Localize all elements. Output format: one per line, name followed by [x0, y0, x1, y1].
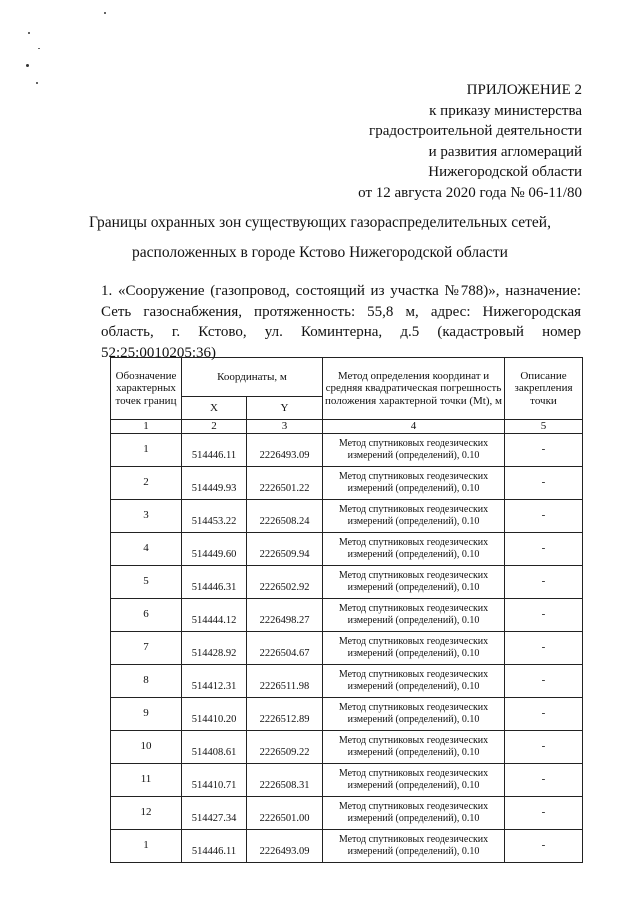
- description-cell: -: [505, 433, 583, 466]
- method-cell: Метод спутниковых геодезических измерений (определений), 0.10: [323, 499, 505, 532]
- point-cell: 7: [111, 631, 182, 664]
- method-cell: Метод спутниковых геодезических измерений (определений), 0.10: [323, 598, 505, 631]
- method-cell: Метод спутниковых геодезических измерений (определений), 0.10: [323, 466, 505, 499]
- y-cell: 2226511.98: [247, 664, 323, 697]
- x-cell: 514449.93: [182, 466, 247, 499]
- y-cell: 2226512.89: [247, 697, 323, 730]
- table-row: [111, 499, 583, 532]
- y-cell: 2226502.92: [247, 565, 323, 598]
- point-cell: 10: [111, 730, 182, 763]
- y-cell: 2226504.67: [247, 631, 323, 664]
- description-cell: -: [505, 763, 583, 796]
- method-cell: Метод спутниковых геодезических измерений (определений), 0.10: [323, 664, 505, 697]
- column-number: 4: [323, 420, 505, 434]
- y-cell: 2226508.31: [247, 763, 323, 796]
- x-cell: 514427.34: [182, 796, 247, 829]
- y-cell: 2226501.22: [247, 466, 323, 499]
- description-cell: -: [505, 466, 583, 499]
- description-cell: -: [505, 664, 583, 697]
- appendix-line: к приказу министерства: [429, 102, 582, 119]
- x-cell: 514449.60: [182, 532, 247, 565]
- table-row: [111, 532, 583, 565]
- document-title-line: Границы охранных зон существующих газораспределительных сетей,: [89, 214, 551, 231]
- header-x: X: [182, 397, 247, 420]
- point-cell: 2: [111, 466, 182, 499]
- point-cell: 1: [111, 829, 182, 862]
- header-method: Метод определения координат и средняя квадратическая погрешность положения характерной точки (Mt), м: [323, 358, 505, 420]
- scan-speck: [36, 82, 38, 84]
- table-row: [111, 565, 583, 598]
- document-title: [0, 208, 640, 268]
- x-cell: 514428.92: [182, 631, 247, 664]
- y-cell: 2226501.00: [247, 796, 323, 829]
- point-cell: 6: [111, 598, 182, 631]
- description-cell: -: [505, 499, 583, 532]
- method-cell: Метод спутниковых геодезических измерений (определений), 0.10: [323, 532, 505, 565]
- y-cell: 2226498.27: [247, 598, 323, 631]
- object-description: 1. «Сооружение (газопровод, состоящий из участка №788)», назначение: Сеть газоснабжения, протяженность: 55,8 м, адрес: Нижегородская область, г. Кстово, ул. Коминтерна, д.5 (кадастровый номер 52:25:0010205:36): [101, 283, 581, 361]
- appendix-header: [358, 80, 582, 203]
- point-cell: 11: [111, 763, 182, 796]
- x-cell: 514408.61: [182, 730, 247, 763]
- x-cell: 514446.31: [182, 565, 247, 598]
- table-row: [111, 664, 583, 697]
- scan-speck: [28, 32, 30, 34]
- point-cell: 12: [111, 796, 182, 829]
- description-cell: -: [505, 631, 583, 664]
- point-cell: 3: [111, 499, 182, 532]
- table-row: [111, 829, 583, 862]
- x-cell: 514444.12: [182, 598, 247, 631]
- method-cell: Метод спутниковых геодезических измерений (определений), 0.10: [323, 763, 505, 796]
- appendix-line: Нижегородской области: [428, 164, 582, 180]
- header-point: Обозначение характерных точек границ: [111, 358, 182, 420]
- y-cell: 2226493.09: [247, 829, 323, 862]
- column-number: 2: [182, 420, 247, 434]
- table-row: [111, 631, 583, 664]
- table-row: [111, 763, 583, 796]
- appendix-line: градостроительной деятельности: [369, 123, 582, 139]
- y-cell: 2226493.09: [247, 433, 323, 466]
- table-row: [111, 697, 583, 730]
- table-row: [111, 598, 583, 631]
- column-number-row: [111, 420, 583, 434]
- description-cell: -: [505, 532, 583, 565]
- scan-speck: [38, 48, 40, 49]
- x-cell: 514410.20: [182, 697, 247, 730]
- x-cell: 514412.31: [182, 664, 247, 697]
- point-cell: 1: [111, 433, 182, 466]
- header-coordinates: Координаты, м: [182, 358, 323, 397]
- x-cell: 514446.11: [182, 433, 247, 466]
- description-cell: -: [505, 796, 583, 829]
- column-number: 3: [247, 420, 323, 434]
- appendix-order-date: от 12 августа 2020 года № 06-11/80: [358, 184, 582, 201]
- table-row: [111, 466, 583, 499]
- point-cell: 9: [111, 697, 182, 730]
- table-row: [111, 796, 583, 829]
- description-cell: -: [505, 829, 583, 862]
- point-cell: 8: [111, 664, 182, 697]
- header-y: Y: [247, 397, 323, 420]
- coordinates-table-body: [111, 433, 583, 862]
- description-cell: -: [505, 598, 583, 631]
- x-cell: 514446.11: [182, 829, 247, 862]
- coordinates-table: [110, 357, 583, 863]
- description-cell: -: [505, 565, 583, 598]
- method-cell: Метод спутниковых геодезических измерений (определений), 0.10: [323, 565, 505, 598]
- method-cell: Метод спутниковых геодезических измерений (определений), 0.10: [323, 697, 505, 730]
- point-cell: 4: [111, 532, 182, 565]
- method-cell: Метод спутниковых геодезических измерений (определений), 0.10: [323, 730, 505, 763]
- y-cell: 2226509.22: [247, 730, 323, 763]
- x-cell: 514410.71: [182, 763, 247, 796]
- table-row: [111, 730, 583, 763]
- method-cell: Метод спутниковых геодезических измерений (определений), 0.10: [323, 796, 505, 829]
- y-cell: 2226509.94: [247, 532, 323, 565]
- point-cell: 5: [111, 565, 182, 598]
- column-number: 1: [111, 420, 182, 434]
- method-cell: Метод спутниковых геодезических измерений (определений), 0.10: [323, 433, 505, 466]
- method-cell: Метод спутниковых геодезических измерений (определений), 0.10: [323, 631, 505, 664]
- document-title-line: расположенных в городе Кстово Нижегородской области: [132, 244, 508, 261]
- table-row: [111, 433, 583, 466]
- scan-speck: [104, 12, 106, 14]
- appendix-title: ПРИЛОЖЕНИЕ 2: [466, 82, 582, 98]
- header-description: Описание закрепления точки: [505, 358, 583, 420]
- scan-speck: [26, 64, 29, 67]
- method-cell: Метод спутниковых геодезических измерений (определений), 0.10: [323, 829, 505, 862]
- description-cell: -: [505, 730, 583, 763]
- description-cell: -: [505, 697, 583, 730]
- column-number: 5: [505, 420, 583, 434]
- y-cell: 2226508.24: [247, 499, 323, 532]
- x-cell: 514453.22: [182, 499, 247, 532]
- appendix-line: и развития агломераций: [428, 143, 582, 160]
